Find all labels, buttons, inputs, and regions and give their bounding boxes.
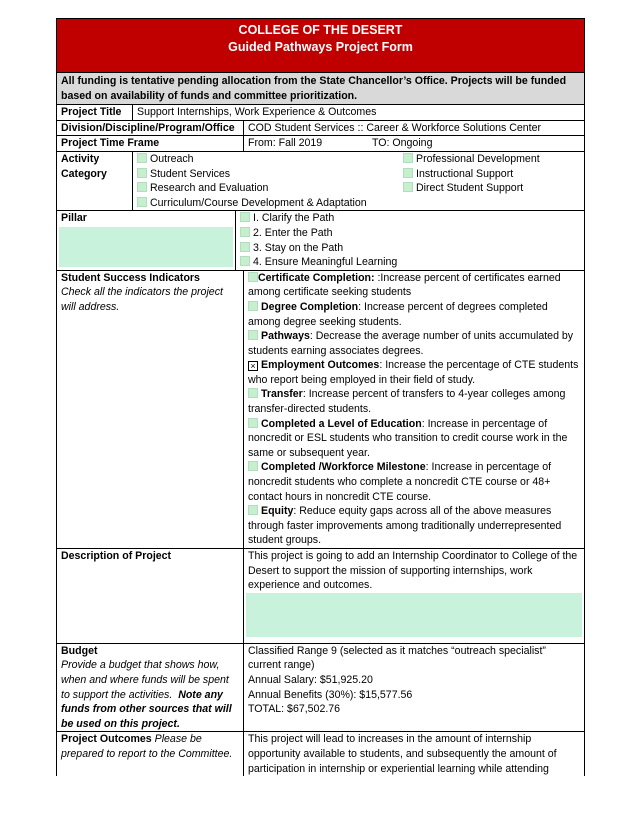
- budget-line: Classified Range 9 (selected as it matches “outreach specialist” current range): [248, 644, 546, 672]
- checkbox-icon[interactable]: [248, 272, 258, 282]
- pillar-option[interactable]: I. Clarify the Path: [240, 211, 580, 226]
- time-frame-row: [57, 136, 584, 152]
- checkbox-icon[interactable]: [240, 242, 250, 252]
- division-label: Division/Discipline/Program/Office: [57, 121, 244, 136]
- activity-label-line2: Category: [61, 167, 107, 180]
- form-header: [57, 19, 584, 73]
- outcomes-instruction: Please be prepared to report to the Committee.: [61, 733, 233, 760]
- time-frame-from[interactable]: From: Fall 2019: [248, 137, 323, 150]
- activity-category-label: [57, 152, 133, 210]
- indicators-row: [57, 271, 584, 549]
- budget-label: Budget: [61, 644, 98, 657]
- checkbox-icon[interactable]: [240, 212, 250, 222]
- pillar-option[interactable]: 2. Enter the Path: [240, 226, 580, 241]
- college-name: COLLEGE OF THE DESERT: [238, 23, 403, 37]
- indicator-item[interactable]: Pathways: Decrease the average number of units accumulated by students earning associates degrees.: [248, 330, 574, 357]
- checkbox-icon[interactable]: [248, 461, 258, 471]
- funding-notice: All funding is tentative pending allocation from the State Chancellor’s Office. Projects will be funded based on availability of funds and committee prioritization.: [57, 73, 584, 105]
- checkbox-icon[interactable]: [248, 388, 258, 398]
- activity-option[interactable]: Research and Evaluation: [137, 181, 403, 196]
- indicator-item[interactable]: × Employment Outcomes: Increase the percentage of CTE students who report being employed in their field of study.: [248, 359, 579, 386]
- budget-note: Note any funds from other sources that will be used on this project.: [61, 688, 232, 730]
- checkbox-icon[interactable]: [403, 153, 413, 163]
- checkbox-icon[interactable]: [403, 168, 413, 178]
- activity-option[interactable]: Outreach: [137, 152, 403, 167]
- indicator-item[interactable]: Equity: Reduce equity gaps across all of the above measures through faster improvements among traditionally underrepresented student groups.: [248, 505, 562, 547]
- indicator-item[interactable]: Transfer: Increase percent of transfers to 4-year colleges among transfer-directed students.: [248, 388, 566, 416]
- division-row: [57, 121, 584, 137]
- pillar-fill-field[interactable]: [59, 227, 233, 267]
- outcomes-row: [57, 732, 584, 776]
- pillar-option[interactable]: 4. Ensure Meaningful Learning: [240, 255, 580, 270]
- budget-line: Annual Salary: $51,925.20: [248, 673, 373, 686]
- indicator-item[interactable]: Degree Completion: Increase percent of degrees completed among degree seeking students.: [248, 300, 548, 328]
- time-frame-to[interactable]: TO: Ongoing: [372, 137, 433, 150]
- form-title: Guided Pathways Project Form: [228, 40, 413, 54]
- activity-left-options: [137, 152, 403, 210]
- description-fill-field[interactable]: [246, 593, 582, 637]
- outcomes-label-cell: [57, 732, 244, 776]
- checkbox-icon[interactable]: [248, 301, 258, 311]
- outcomes-text[interactable]: This project will lead to increases in the amount of internship opportunity available to students, and subsequently the amount of participation in internship or experiential learning while attending: [248, 733, 557, 775]
- activity-option[interactable]: Professional Development: [403, 152, 580, 167]
- checked-checkbox-icon[interactable]: ×: [248, 361, 258, 371]
- indicator-item[interactable]: Completed a Level of Education: Increase in percentage of noncredit or ESL students who transition to credit course work in the same or subsequent year.: [248, 417, 568, 459]
- checkbox-icon[interactable]: [137, 153, 147, 163]
- description-row: [57, 549, 584, 644]
- activity-option[interactable]: Instructional Support: [403, 167, 580, 182]
- time-frame-values: [244, 136, 584, 151]
- activity-option[interactable]: Curriculum/Course Development & Adaptation: [137, 196, 403, 211]
- project-title-value[interactable]: Support Internships, Work Experience & Outcomes: [137, 106, 377, 119]
- project-form: [56, 18, 585, 776]
- activity-options: [133, 152, 584, 210]
- activity-option[interactable]: Direct Student Support: [403, 181, 580, 196]
- time-frame-label: Project Time Frame: [57, 136, 244, 151]
- project-title-row: [57, 105, 584, 121]
- checkbox-icon[interactable]: [403, 182, 413, 192]
- checkbox-icon[interactable]: [248, 330, 258, 340]
- budget-instruction: Provide a budget that shows how, when and where funds will be spent to support the activities. Note any funds from other sources that will be used on this project.: [61, 659, 232, 730]
- outcomes-label: Project Outcomes: [61, 733, 152, 746]
- description-text[interactable]: This project is going to add an Internship Coordinator to College of the Desert to support the mission of supporting internships, work experience and outcomes.: [248, 550, 578, 592]
- checkbox-icon[interactable]: [137, 182, 147, 192]
- activity-category-row: [57, 152, 584, 211]
- indicators-list: [244, 271, 584, 548]
- indicators-label-cell: [57, 271, 244, 548]
- budget-row: [57, 644, 584, 733]
- budget-line: Annual Benefits (30%): $15,577.56: [248, 688, 413, 701]
- budget-label-cell: [57, 644, 244, 732]
- activity-option[interactable]: Student Services: [137, 167, 403, 182]
- checkbox-icon[interactable]: [248, 418, 258, 428]
- indicators-label: Student Success Indicators: [61, 271, 200, 284]
- checkbox-icon[interactable]: [137, 168, 147, 178]
- division-value[interactable]: COD Student Services :: Career & Workforce Solutions Center: [248, 121, 542, 134]
- checkbox-icon[interactable]: [248, 505, 258, 515]
- checkbox-icon[interactable]: [240, 227, 250, 237]
- checkbox-icon[interactable]: [137, 197, 147, 207]
- pillar-label-cell: [57, 211, 236, 269]
- project-title-label: Project Title: [57, 105, 133, 120]
- pillar-option[interactable]: 3. Stay on the Path: [240, 241, 580, 256]
- description-label: Description of Project: [57, 549, 244, 643]
- pillar-options: [236, 211, 584, 269]
- indicator-item[interactable]: Certificate Completion: :Increase percent of certificates earned among certificate seeking students: [248, 271, 561, 299]
- description-cell: [244, 549, 584, 643]
- activity-right-options: [403, 152, 580, 210]
- activity-label-line1: Activity: [61, 152, 100, 165]
- budget-line: TOTAL: $67,502.76: [248, 703, 341, 716]
- pillar-label: Pillar: [61, 212, 87, 225]
- indicators-instruction: Check all the indicators the project will address.: [61, 286, 223, 313]
- checkbox-icon[interactable]: [240, 256, 250, 266]
- pillar-row: [57, 211, 584, 270]
- budget-details[interactable]: [244, 644, 584, 732]
- indicator-item[interactable]: Completed /Workforce Milestone: Increase in percentage of noncredit students who complete a noncredit CTE course or 48+ contact hours in noncredit CTE course.: [248, 461, 552, 503]
